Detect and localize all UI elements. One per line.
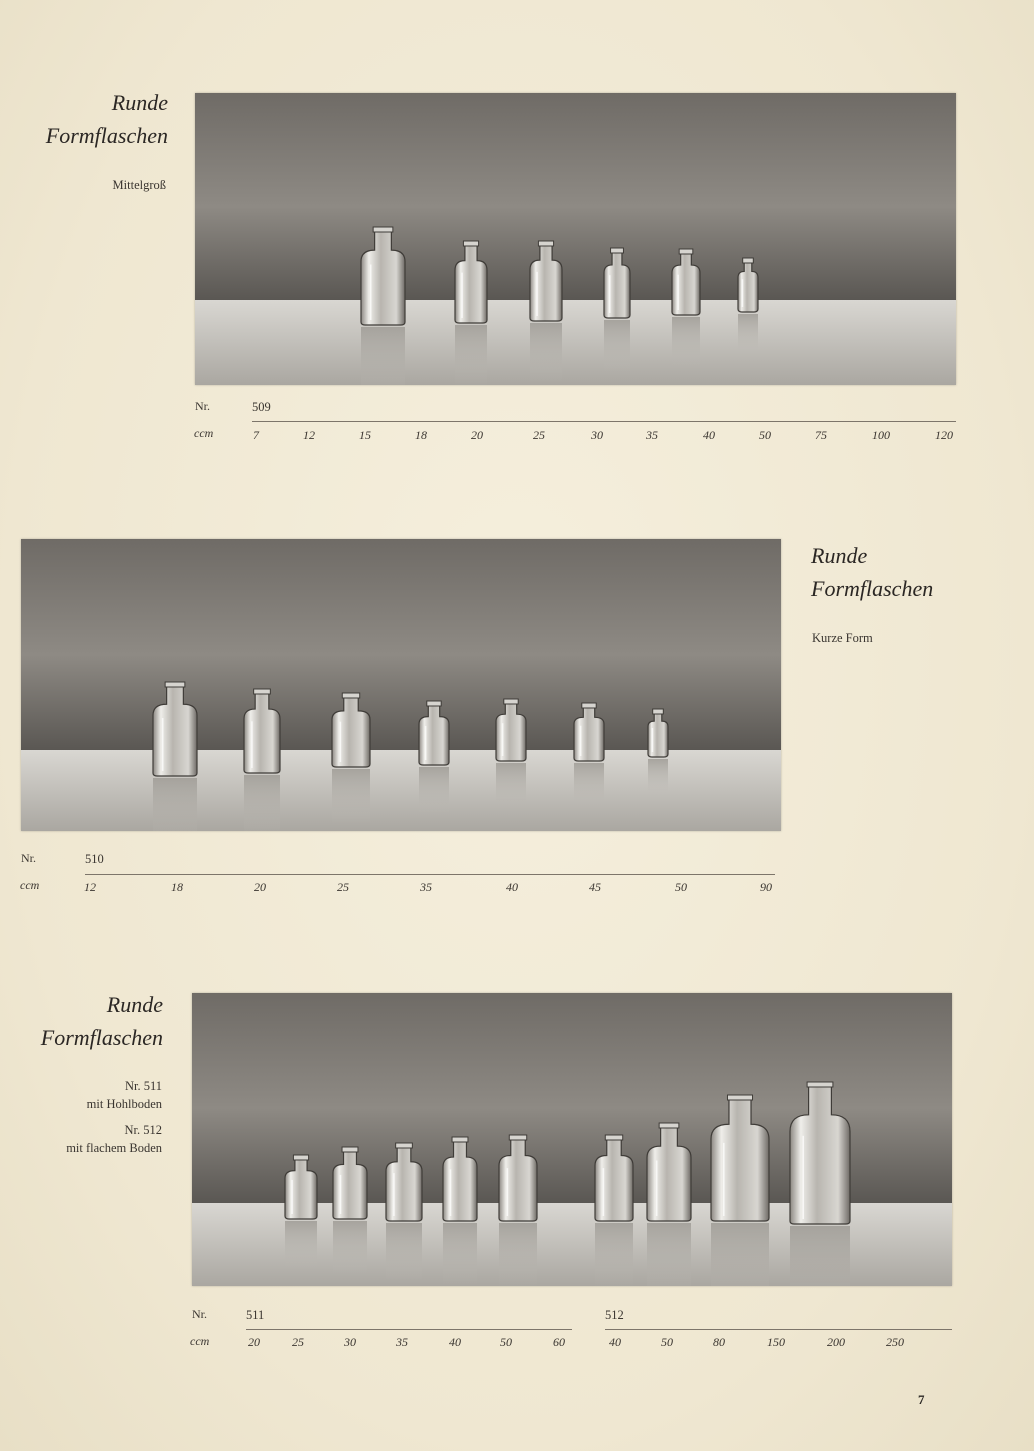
section3-ccm511-20: 20 xyxy=(248,1335,260,1349)
section3-subtitle-nr511: Nr. 511 xyxy=(124,1079,162,1093)
section3-ccm511-35: 35 xyxy=(396,1335,408,1349)
section1-ccm-75: 75 xyxy=(815,428,827,442)
section3-ccm512-250: 250 xyxy=(886,1335,904,1349)
section3-ccm512-200: 200 xyxy=(827,1335,845,1349)
section2-ccm-50: 50 xyxy=(675,880,687,894)
section1-divider xyxy=(252,421,956,422)
page-number: 7 xyxy=(918,1392,925,1407)
section2-bottle-7 xyxy=(648,709,668,794)
section2-bottle-6 xyxy=(574,703,604,805)
section3-subtitle xyxy=(66,1073,162,1161)
section3-bottle-6 xyxy=(595,1135,633,1286)
section1-model-509: 509 xyxy=(252,400,271,414)
section1-ccm-12: 12 xyxy=(303,428,315,442)
section2-title-line2: Formflaschen xyxy=(811,576,934,601)
section3-bottle-5 xyxy=(499,1135,537,1286)
section2-ccm-35: 35 xyxy=(420,880,432,894)
section3-ccm511-25: 25 xyxy=(292,1335,304,1349)
section3-bottle-2 xyxy=(333,1147,367,1274)
section2-bottle-photo-image xyxy=(21,539,781,831)
section3-ccm511-40: 40 xyxy=(449,1335,461,1349)
section2-model-510: 510 xyxy=(85,852,104,866)
section2-bottle-3 xyxy=(332,693,370,823)
section2-ccm-18: 18 xyxy=(171,880,183,894)
section3-ccm512-50: 50 xyxy=(661,1335,673,1349)
section3-bottle-1 xyxy=(285,1155,317,1268)
section2-title xyxy=(811,539,933,605)
section1-ccm-40: 40 xyxy=(703,428,715,442)
section3-title-line1: Runde xyxy=(106,992,163,1017)
section3-subtitle-nr512: Nr. 512 xyxy=(124,1123,162,1137)
section1-title xyxy=(46,86,168,152)
section2-bottle-4 xyxy=(419,701,449,814)
section1-bottle-3 xyxy=(530,241,562,382)
section3-divider-512 xyxy=(605,1329,952,1330)
section2-ccm-label: ccm xyxy=(20,878,40,892)
section1-bottle-photo-image xyxy=(195,93,956,385)
section3-ccm511-50: 50 xyxy=(500,1335,512,1349)
section1-title-line2: Formflaschen xyxy=(45,123,168,148)
section3-divider-511 xyxy=(246,1329,572,1330)
section1-ccm-15: 15 xyxy=(359,428,371,442)
section3-ccm511-60: 60 xyxy=(553,1335,565,1349)
section1-ccm-18: 18 xyxy=(415,428,427,442)
section2-bottle-photo xyxy=(21,539,781,831)
section2-ccm-12: 12 xyxy=(84,880,96,894)
section1-subtitle: Mittelgroß xyxy=(112,178,166,192)
section2-bottle-5 xyxy=(496,699,526,808)
section3-title-line2: Formflaschen xyxy=(40,1025,163,1050)
section2-ccm-20: 20 xyxy=(254,880,266,894)
section3-model-512: 512 xyxy=(605,1308,624,1322)
section3-ccm512-40: 40 xyxy=(609,1335,621,1349)
section2-divider xyxy=(85,874,775,875)
section2-nr-label: Nr. xyxy=(21,851,36,865)
section3-ccm-label: ccm xyxy=(190,1334,210,1348)
section1-ccm-20: 20 xyxy=(471,428,483,442)
section2-bottle-2 xyxy=(244,689,280,831)
section1-ccm-7: 7 xyxy=(253,428,259,442)
section1-ccm-label: ccm xyxy=(194,426,214,440)
section3-ccm512-150: 150 xyxy=(767,1335,785,1349)
section1-ccm-100: 100 xyxy=(872,428,890,442)
section2-title-line1: Runde xyxy=(811,543,868,568)
section3-subtitle-flacher-boden: mit flachem Boden xyxy=(66,1141,162,1155)
section1-bottle-2 xyxy=(455,241,487,385)
section3-bottle-7 xyxy=(647,1123,691,1286)
section1-bottle-1 xyxy=(361,227,405,385)
section1-bottle-photo xyxy=(195,93,956,385)
section1-bottle-6 xyxy=(738,258,758,353)
section2-ccm-90: 90 xyxy=(760,880,772,894)
section2-subtitle: Kurze Form xyxy=(812,631,873,645)
section1-ccm-120: 120 xyxy=(935,428,953,442)
section1-title-line1: Runde xyxy=(111,90,168,115)
section3-bottle-4 xyxy=(443,1137,477,1285)
section1-ccm-25: 25 xyxy=(533,428,545,442)
section1-bottle-4 xyxy=(604,248,630,371)
section1-nr-label: Nr. xyxy=(195,399,210,413)
section3-ccm511-30: 30 xyxy=(344,1335,356,1349)
section3-subtitle-hohlboden: mit Hohlboden xyxy=(86,1097,162,1111)
section3-model-511: 511 xyxy=(246,1308,265,1322)
section1-bottle-5 xyxy=(672,249,700,365)
section2-ccm-45: 45 xyxy=(589,880,601,894)
section3-bottle-photo xyxy=(192,993,952,1286)
section1-ccm-50: 50 xyxy=(759,428,771,442)
section3-bottle-photo-image xyxy=(192,993,952,1286)
section2-ccm-40: 40 xyxy=(506,880,518,894)
section1-ccm-30: 30 xyxy=(591,428,603,442)
section1-ccm-35: 35 xyxy=(646,428,658,442)
section3-ccm512-80: 80 xyxy=(713,1335,725,1349)
section2-ccm-25: 25 xyxy=(337,880,349,894)
section3-bottle-3 xyxy=(386,1143,422,1280)
section3-title xyxy=(41,988,163,1054)
section3-nr-label: Nr. xyxy=(192,1307,207,1321)
